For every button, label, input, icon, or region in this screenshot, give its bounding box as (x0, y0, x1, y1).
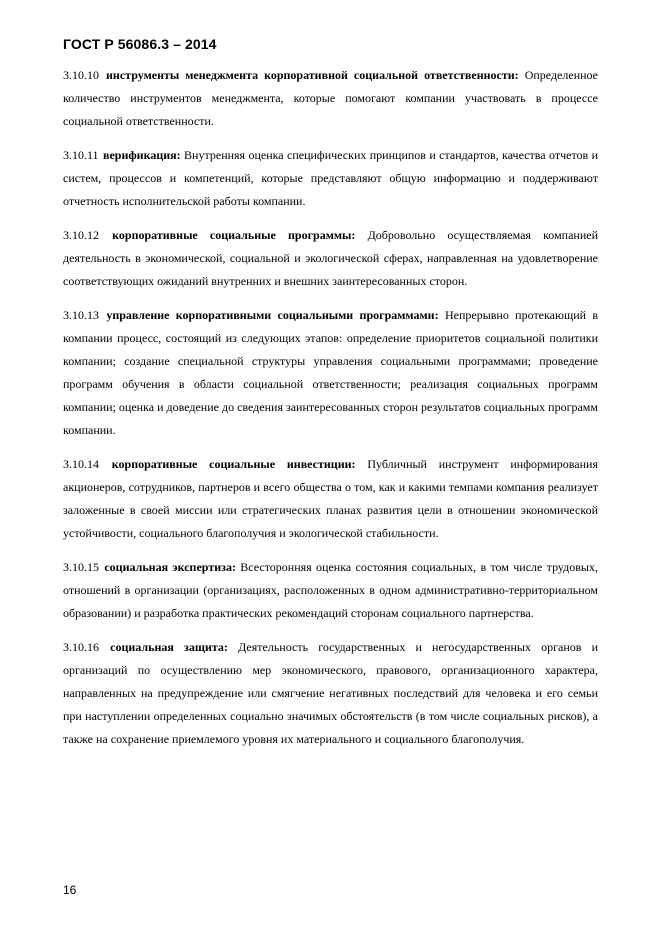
term-number: 3.10.16 (63, 640, 99, 654)
term-3-10-11 (63, 144, 598, 213)
term-number: 3.10.15 (63, 560, 99, 574)
term-name: инструменты менеджмента корпоративной социальной ответственности: (106, 68, 519, 82)
term-definition: Деятельность государственных и негосударственных органов и организаций по осуществлению мер экономического, правового, организационного характера, направленных на предупреждение или смягчение негативных последствий для человека и его семьи при наступлении определенных социально значимых обстоятельств (в том числе социальных рисков), а также на сохранение приемлемого уровня их материального и социального благополучия. (63, 640, 598, 746)
term-number: 3.10.12 (63, 228, 99, 242)
term-3-10-14 (63, 453, 598, 545)
term-name: корпоративные социальные программы: (112, 228, 356, 242)
term-definition: Добровольно осуществляемая компанией деятельность в экономической, социальной и экологической сферах, направленная на удовлетворение соответствующих ожиданий внутренних и внешних заинтересованных сторон. (63, 228, 599, 288)
term-definition: Публичный инструмент информирования акционеров, сотрудников, партнеров и всего общества о том, как и какими темпами компания реализует заложенные в своей миссии или стратегических планах развития цели в отношении экономической устойчивости, социального благополучия и экологической стабильности. (63, 457, 599, 540)
term-definition: Внутренняя оценка специфических принципов и стандартов, качества отчетов и систем, процессов и компетенций, которые представляют общую информацию и поддерживают отчетность исполнительской работы компании. (63, 148, 599, 208)
term-name: управление корпоративными социальными программами: (106, 308, 439, 322)
term-3-10-12 (63, 224, 598, 293)
term-definition: Всесторонняя оценка состояния социальных, в том числе трудовых, отношений в организации (организациях, расположенных в одном административно-территориальном образовании) и разработка практических рекомендаций сторонам социального партнерства. (63, 560, 598, 620)
term-definition: Непрерывно протекающий в компании процесс, состоящий из следующих этапов: определение приоритетов социальной политики компании; создание специальной структуры управления социальными программами; проведение программ обучения в области социальной ответственности; реализация социальных программ компании; оценка и доведение до сведения заинтересованных сторон результатов социальных программ компании. (63, 308, 599, 437)
page-number: 16 (63, 883, 77, 897)
terms-section (63, 64, 598, 762)
term-number: 3.10.14 (63, 457, 99, 471)
term-3-10-13 (63, 304, 598, 442)
term-3-10-10 (63, 64, 598, 133)
term-3-10-15 (63, 556, 598, 625)
term-name: корпоративные социальные инвестиции: (111, 457, 356, 471)
term-name: верификация: (102, 148, 181, 162)
term-3-10-16 (63, 636, 598, 751)
term-number: 3.10.13 (63, 308, 99, 322)
term-number: 3.10.10 (63, 68, 99, 82)
document-header: ГОСТ Р 56086.3 – 2014 (63, 36, 217, 52)
term-name: социальная защита: (110, 640, 228, 654)
term-number: 3.10.11 (63, 148, 99, 162)
term-definition: Определенное количество инструментов менеджмента, которые помогают компании участвовать в процессе социальной ответственности. (63, 68, 599, 128)
term-name: социальная экспертиза: (104, 560, 236, 574)
